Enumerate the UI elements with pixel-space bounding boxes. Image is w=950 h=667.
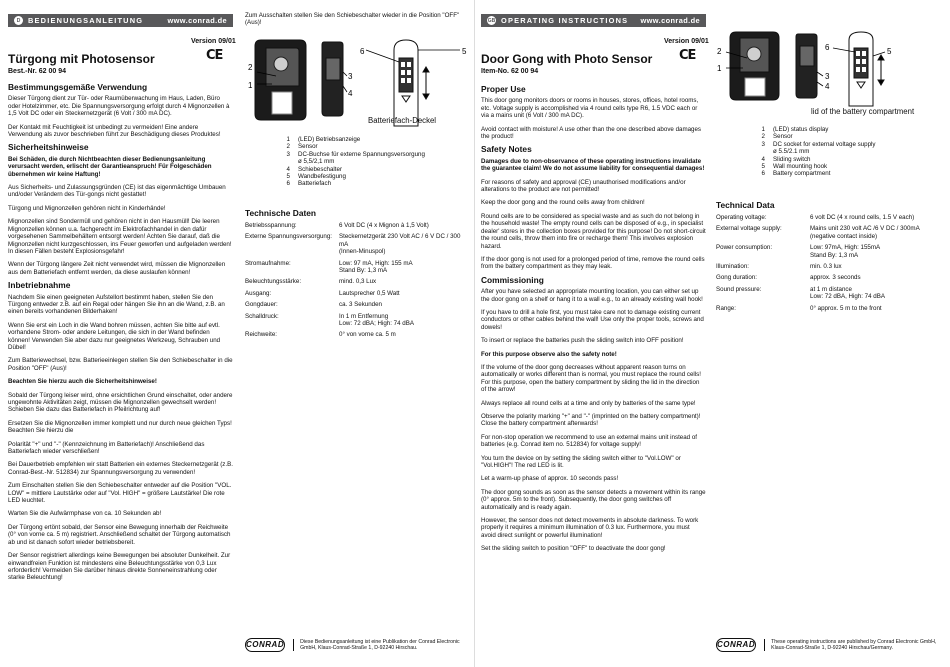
tech-key: Gong duration: bbox=[716, 274, 757, 282]
tech-data-table bbox=[716, 214, 944, 316]
version-label: Version 09/01 bbox=[664, 38, 709, 45]
tech-value: Low: 97mA, High: 155mA Stand By: 1,3 mA bbox=[810, 244, 881, 259]
gong-back-view bbox=[366, 40, 460, 126]
english-page bbox=[475, 0, 950, 667]
english-body-text bbox=[481, 86, 706, 559]
publisher-footer bbox=[716, 636, 950, 654]
tech-key: Externe Spannungsversorgung: bbox=[245, 233, 333, 241]
legend-row bbox=[751, 126, 876, 133]
figure-top-text: Zum Ausschalten stellen Sie den Schiebeschalter wieder in die Position "OFF" (Aus)! bbox=[245, 12, 460, 27]
paragraph: You turn the device on by setting the sliding switch either to "Vol.LOW" or "Vol.HIGH"! The red LED is lit. bbox=[481, 454, 681, 470]
paragraph: Set the sliding switch to position "OFF" to deactivate the door gong! bbox=[481, 545, 666, 553]
paragraph: Türgong und Mignonzellen gehören nicht in Kinderhände! bbox=[8, 204, 166, 212]
tech-key: Betriebsspannung: bbox=[245, 222, 297, 229]
conrad-logo: CONRAD bbox=[716, 638, 756, 652]
legend-row bbox=[751, 156, 876, 163]
device-figure bbox=[244, 36, 470, 128]
callout-5: 5 bbox=[887, 47, 892, 56]
legend-number: 1 bbox=[761, 126, 765, 133]
legend-text: Batteriefach bbox=[298, 180, 332, 188]
item-number: Best.-Nr. 62 00 94 bbox=[8, 68, 66, 75]
legend-row bbox=[276, 180, 425, 187]
ce-mark: CE bbox=[206, 48, 223, 63]
tech-key: Power consumption: bbox=[716, 244, 773, 252]
german-header-bar bbox=[8, 14, 233, 27]
paragraph: However, the sensor does not detect movements in absolute darkness. To work properly it requires a minimum illumination of 0.3 lux. Furthermore, you must avoid direct sunlight or powerful illumination! bbox=[481, 517, 699, 539]
legend-number: 2 bbox=[761, 133, 765, 141]
legend-number: 1 bbox=[286, 136, 290, 143]
tech-row bbox=[245, 290, 470, 297]
legend-text: DC-Buchse für externe Spannungsversorgung bbox=[298, 150, 425, 158]
tech-row bbox=[716, 286, 944, 301]
legend-number bbox=[276, 158, 298, 165]
paragraph: Sobald der Türgong leiser wird, ohne ersichtlichen Grund einschaltet, oder andere ungewohnte Aktivitäten zeigt, müssen die Mignonzellen gewechselt werden! Schieben Sie dazu das Batteriefach in Pfeilrichtung auf! bbox=[8, 391, 233, 414]
page-title: Türgong mit Photosensor bbox=[8, 52, 155, 66]
callout-4: 4 bbox=[348, 89, 353, 98]
legend-text: ø 5.5/2.1 mm bbox=[773, 148, 810, 156]
paragraph: Dieser Türgong dient zur Tür- oder Raumüberwachung im Haus, Laden, Büro oder Hotelzimmer, etc. Die Spannungsversorgung erfolgt durch 4 Mignonzellen à 1,5 Volt DC oder ein Steckernetzgerät (6 Volt / 300 mA DC). bbox=[8, 95, 230, 118]
publisher-text: Diese Bedienungsanleitung ist eine Publikation der Conrad Electronic GmbH, Klaus-Conrad-Straße 1, D-92240 Hirschau. bbox=[293, 639, 475, 651]
paragraph: Wenn Sie erst ein Loch in die Wand bohren müssen, achten Sie bitte auf evtl. vorhandene Strom- oder andere Leitungen, die sich in der Wand befinden können! Verwenden Sie aber dazu nur geeignetes Werkzeug, Schrauben und Dübel! bbox=[8, 321, 221, 351]
tech-row bbox=[245, 313, 470, 328]
tech-data-table bbox=[245, 222, 470, 343]
paragraph: For this purpose observe also the safety note! bbox=[481, 350, 617, 358]
legend-number: 3 bbox=[286, 150, 290, 158]
legend-number: 4 bbox=[286, 165, 290, 173]
tech-value: min. 0.3 lux bbox=[810, 263, 842, 271]
callout-1: 1 bbox=[717, 64, 722, 73]
page-title: Door Gong with Photo Sensor bbox=[481, 52, 653, 66]
paragraph: Observe the polarity marking "+" and "-" (imprinted on the battery compartment)! Close the battery compartment afterwards! bbox=[481, 413, 701, 428]
tech-value: Mains unit 230 volt AC /6 V DC / 300mA (negative contact inside) bbox=[810, 225, 920, 240]
tech-row bbox=[245, 301, 470, 308]
callout-1: 1 bbox=[248, 81, 253, 90]
callout-4: 4 bbox=[825, 82, 830, 91]
legend-row bbox=[751, 163, 876, 170]
paragraph: For reasons of safety and approval (CE) unauthorised modifications and/or alterations to the product are not permitted! bbox=[481, 178, 686, 194]
paragraph: Zum Batteriewechsel, bzw. Batterieeinlegen stellen Sie den Schiebeschalter in die Position "OFF" (Aus)! bbox=[8, 357, 233, 372]
figure-caption: lid of the battery compartment bbox=[811, 107, 915, 116]
flag-icon: D bbox=[14, 16, 23, 25]
paragraph: Der Türgong ertönt sobald, der Sensor eine Bewegung innerhalb der Reichweite (0° von vorne ca. 5 m) registriert. Anschließend schaltet der Türgong automatisch ab und ist danach sofort wieder betriebsbereit. bbox=[8, 523, 231, 546]
legend-row bbox=[276, 151, 425, 158]
legend-row bbox=[276, 173, 425, 180]
legend-text: Sensor bbox=[773, 133, 793, 141]
paragraph: Round cells are to be considered as special waste and as such do not belong in the household waste! The empty round cells can be disposed of e.g., in specialist dealer' stores in the collection boxes provided for this purpose! Do not short-circuit the round cells, throw them into fire or recharge them! This involves explosion hazard. bbox=[481, 212, 706, 250]
legend-row bbox=[276, 158, 425, 165]
tech-key: Schalldruck: bbox=[245, 312, 279, 320]
tech-heading: Technical Data bbox=[716, 200, 775, 210]
tech-value: 0° approx. 5 m to the front bbox=[810, 304, 882, 312]
paragraph: Ersetzen Sie die Mignonzellen immer komplett und nur durch neue gleichen Typs! Beachten Sie hierzu die bbox=[8, 419, 232, 435]
gong-side-view bbox=[796, 34, 823, 98]
figure-caption: Batteriefach-Deckel bbox=[368, 116, 437, 125]
section-heading: Proper Use bbox=[481, 84, 526, 94]
section-heading: Sicherheitshinweise bbox=[8, 142, 89, 153]
tech-value: approx. 3 seconds bbox=[810, 274, 861, 282]
tech-row bbox=[245, 331, 470, 338]
paragraph: This door gong monitors doors or rooms in houses, stores, offices, hotel rooms, etc. Voltage supply is accomplished via 4 round cells type R6, 1.5 VDC each or via a mains unit (6 Volt / 300 mA DC). bbox=[481, 97, 699, 120]
legend-number: 6 bbox=[286, 180, 290, 188]
paragraph: Let a warm-up phase of approx. 10 seconds pass! bbox=[481, 475, 619, 483]
legend-text: ø 5,5/2,1 mm bbox=[298, 158, 335, 166]
legend-row bbox=[751, 170, 876, 177]
legend-number: 2 bbox=[286, 143, 290, 151]
gong-front-view bbox=[726, 32, 779, 100]
legend-text: Sensor bbox=[298, 143, 318, 151]
gong-front-view bbox=[255, 40, 306, 120]
callout-2: 2 bbox=[717, 47, 722, 56]
tech-row bbox=[716, 263, 944, 270]
paragraph: Keep the door gong and the round cells away from children! bbox=[481, 199, 645, 207]
german-body-text bbox=[8, 84, 233, 588]
paragraph: Always replace all round cells at a time and only by batteries of the same type! bbox=[481, 399, 696, 407]
legend-text: (LED) status display bbox=[773, 126, 829, 133]
paragraph: Bei Schäden, die durch Nichtbeachten dieser Bedienungsanleitung verursacht werden, erlischt der Garantieanspruch! Für Folgeschäden übernehmen wir keine Haftung! bbox=[8, 155, 212, 178]
legend-text: Sliding switch bbox=[773, 155, 811, 163]
section bbox=[8, 144, 233, 276]
tech-key: Sound pressure: bbox=[716, 285, 762, 293]
section bbox=[481, 86, 706, 140]
section-heading: Commissioning bbox=[481, 274, 544, 285]
tech-key: Illumination: bbox=[716, 263, 750, 271]
legend-row bbox=[276, 166, 425, 173]
tech-key: Ausgang: bbox=[245, 289, 272, 297]
paragraph: If you have to drill a hole first, you must take care not to damage existing current conductors or other cables behind the wall! Use only the proper tools, screws and dowels! bbox=[481, 308, 704, 331]
paragraph: Der Kontakt mit Feuchtigkeit ist unbedingt zu vermeiden! Eine andere Verwendung als zuvor beschrieben führt zur Beschädigung dieses Produktes! bbox=[8, 123, 221, 139]
paragraph: Wenn der Türgong längere Zeit nicht verwendet wird, müssen die Mignonzellen aus dem Batteriefach entfernt werden, da diese auslaufen können! bbox=[8, 261, 226, 276]
tech-row bbox=[245, 278, 470, 285]
ce-mark: CE bbox=[679, 48, 696, 63]
paragraph: The door gong sounds as soon as the sensor detects a movement within its range (0° approx. 5m to the front). Subsequently, the door gong switches off automatically and is ready again. bbox=[481, 488, 706, 511]
tech-value: mind. 0,3 Lux bbox=[339, 278, 377, 286]
section bbox=[8, 282, 233, 582]
tech-value: 0° von vorne ca. 5 m bbox=[339, 331, 396, 339]
paragraph: Warten Sie die Aufwärmphase von ca. 10 Sekunden ab! bbox=[8, 510, 162, 518]
header-url[interactable]: www.conrad.de bbox=[167, 16, 227, 25]
publisher-text: These operating instructions are published by Conrad Electronic GmbH, Klaus-Conrad-Straße 1, D-92240 Hirschau/Germany. bbox=[764, 639, 950, 651]
legend-row bbox=[751, 148, 876, 155]
callout-6: 6 bbox=[825, 43, 830, 52]
tech-value: 6 volt DC (4 x round cells, 1.5 V each) bbox=[810, 214, 915, 221]
paragraph: Aus Sicherheits- und Zulassungsgründen (CE) ist das eigenmächtige Umbauen und/oder Verändern des Tür-gongs nicht gestattet! bbox=[8, 184, 226, 199]
legend-number: 6 bbox=[761, 170, 765, 178]
tech-row bbox=[716, 274, 944, 281]
legend-text: Schiebeschalter bbox=[298, 165, 343, 173]
tech-row bbox=[245, 222, 470, 229]
callout-6: 6 bbox=[360, 47, 365, 56]
section bbox=[8, 84, 233, 138]
section-heading: Safety Notes bbox=[481, 144, 532, 155]
legend-text: (LED) Betriebsanzeige bbox=[298, 136, 361, 143]
tech-key: Reichweite: bbox=[245, 331, 277, 339]
section-heading: Bestimmungsgemäße Verwendung bbox=[8, 82, 148, 92]
paragraph: If the door gong is not used for a prolonged period of time, remove the round cells from the battery compartment as they may leak. bbox=[481, 255, 705, 271]
tech-value: 6 Volt DC (4 x Mignon à 1,5 Volt) bbox=[339, 222, 429, 229]
version-label: Version 09/01 bbox=[191, 38, 236, 45]
conrad-logo: CONRAD bbox=[245, 638, 285, 652]
legend-row bbox=[276, 136, 425, 143]
paragraph: Mignonzellen sind Sondermüll und gehören nicht in den Hausmüll! Die leeren Mignonzellen können u.a. fachgerecht im Elektrofachhandel in den dafür vorgesehenen Sammelbehältern entsorgt werden! Achten Sie darauf, daß die Mignonzellen nicht kurzgeschlossen, ins Feuer geworfen und aufgeladen werden! In diesen Fällen besteht Explosionsgefahr! bbox=[8, 218, 232, 255]
section-heading: Inbetriebnahme bbox=[8, 280, 71, 291]
paragraph: For non-stop operation we recommend to use an external mains unit instead of batteries (e.g. Conrad item no. 512834) for voltage supply! bbox=[481, 433, 697, 449]
tech-key: Operating voltage: bbox=[716, 214, 767, 221]
legend-text: Wall mounting hook bbox=[773, 163, 828, 171]
paragraph: Der Sensor registriert allerdings keine Bewegungen bei absoluter Dunkelheit. Zur einwandfreien Funktion ist mindestens eine Beleuchtungsstärke von 0,3 Lux erforderlich! Vermeiden Sie darüber hinaus direkte Sonneneinstrahlung oder starke Beleuchtung! bbox=[8, 552, 231, 582]
paragraph: Bei Dauerbetrieb empfehlen wir statt Batterien ein externes Steckernetzgerät (z.B. Conrad-Best.-Nr. 512834) zur Spannungsversorgung zu verwenden! bbox=[8, 461, 233, 476]
tech-value: Lautsprecher 0,5 Watt bbox=[339, 289, 400, 297]
paragraph: Nachdem Sie einen geeigneten Aufstellort bestimmt haben, stellen Sie den Türgong entweder z.B. auf ein Regal oder hängen Sie ihn an die Wand, z.B. an einen bereits vorhandenen Bilderhaken! bbox=[8, 293, 225, 316]
tech-value: Steckernetzgerät 230 Volt AC / 6 V DC / 300 mA (Innen-Minuspol) bbox=[339, 233, 461, 256]
callout-5: 5 bbox=[462, 47, 467, 56]
tech-row bbox=[716, 225, 944, 240]
legend-number: 5 bbox=[286, 173, 290, 181]
header-label: OPERATING INSTRUCTIONS bbox=[501, 16, 629, 25]
legend-number bbox=[751, 148, 773, 155]
header-url[interactable]: www.conrad.de bbox=[640, 16, 700, 25]
section bbox=[481, 274, 706, 553]
legend-number: 3 bbox=[761, 140, 765, 148]
device-figure bbox=[715, 28, 947, 112]
tech-value: ca. 3 Sekunden bbox=[339, 301, 383, 309]
tech-value: at 1 m distance Low: 72 dBA, High: 74 dBA bbox=[810, 285, 885, 301]
tech-value: Low: 97 mA, High: 155 mA Stand By: 1,3 mA bbox=[339, 259, 413, 275]
header-label: BEDIENUNGSANLEITUNG bbox=[28, 16, 144, 25]
tech-row bbox=[716, 244, 944, 259]
paragraph: Polarität "+" und "-" (Kennzeichnung im Batteriefach)! Anschließend das Batteriefach wieder verschließen! bbox=[8, 440, 205, 456]
parts-legend bbox=[751, 126, 876, 178]
legend-text: DC socket for external voltage supply bbox=[773, 140, 876, 148]
tech-heading: Technische Daten bbox=[245, 208, 317, 218]
legend-number: 4 bbox=[761, 155, 765, 163]
legend-text: Wandbefestigung bbox=[298, 173, 346, 181]
legend-row bbox=[751, 133, 876, 140]
legend-row bbox=[276, 143, 425, 150]
tech-key: Gongdauer: bbox=[245, 301, 278, 309]
tech-row bbox=[245, 260, 470, 275]
tech-key: Range: bbox=[716, 304, 736, 312]
legend-row bbox=[751, 141, 876, 148]
tech-key: Beleuchtungsstärke: bbox=[245, 278, 302, 286]
tech-row bbox=[245, 233, 470, 255]
english-header-bar bbox=[481, 14, 706, 27]
paragraph: If the volume of the door gong decreases without apparent reason turns on automatically or works different than is normal, you must replace the round cells! For this purpose, open the battery compartment by sliding the lid in the direction of the arrow! bbox=[481, 363, 701, 394]
legend-text: Battery compartment bbox=[773, 170, 831, 178]
item-number: Item-No. 62 00 94 bbox=[481, 68, 539, 75]
section bbox=[481, 146, 706, 270]
gong-back-view bbox=[833, 32, 885, 106]
paragraph: Zum Einschalten stellen Sie den Schiebeschalter entweder auf die Position "VOL. LOW" = mittlere Lautstärke oder auf "Vol. HIGH" = größere Lautstärke! Die rote LED leuchtet. bbox=[8, 482, 232, 505]
gong-side-view bbox=[322, 42, 347, 116]
parts-legend bbox=[276, 136, 425, 188]
paragraph: To insert or replace the batteries push the sliding switch into OFF position! bbox=[481, 337, 684, 345]
legend-number: 5 bbox=[761, 163, 765, 171]
tech-key: External voltage supply: bbox=[716, 225, 782, 233]
tech-key: Stromaufnahme: bbox=[245, 259, 291, 267]
paragraph: After you have selected an appropriate mounting location, you can either set up the door gong on a shelf or hang it to a wall e.g., to an already existing wall hook! bbox=[481, 288, 703, 303]
paragraph: Damages due to non-observance of these operating instructions invalidate the guarantee claim! We do not assume liability for consequential damages! bbox=[481, 157, 705, 173]
flag-icon: GB bbox=[487, 17, 496, 24]
paragraph: Avoid contact with moisture! A use other than the one described above damages the product! bbox=[481, 125, 702, 141]
publisher-footer bbox=[245, 636, 475, 654]
callout-3: 3 bbox=[348, 72, 353, 81]
tech-row bbox=[716, 305, 944, 312]
callout-3: 3 bbox=[825, 72, 830, 81]
tech-value: In 1 m Entfernung Low: 72 dBA; High: 74 dBA bbox=[339, 312, 414, 328]
callout-2: 2 bbox=[248, 63, 253, 72]
paragraph: Beachten Sie hierzu auch die Sicherheitshinweise! bbox=[8, 378, 157, 386]
tech-row bbox=[716, 214, 944, 221]
